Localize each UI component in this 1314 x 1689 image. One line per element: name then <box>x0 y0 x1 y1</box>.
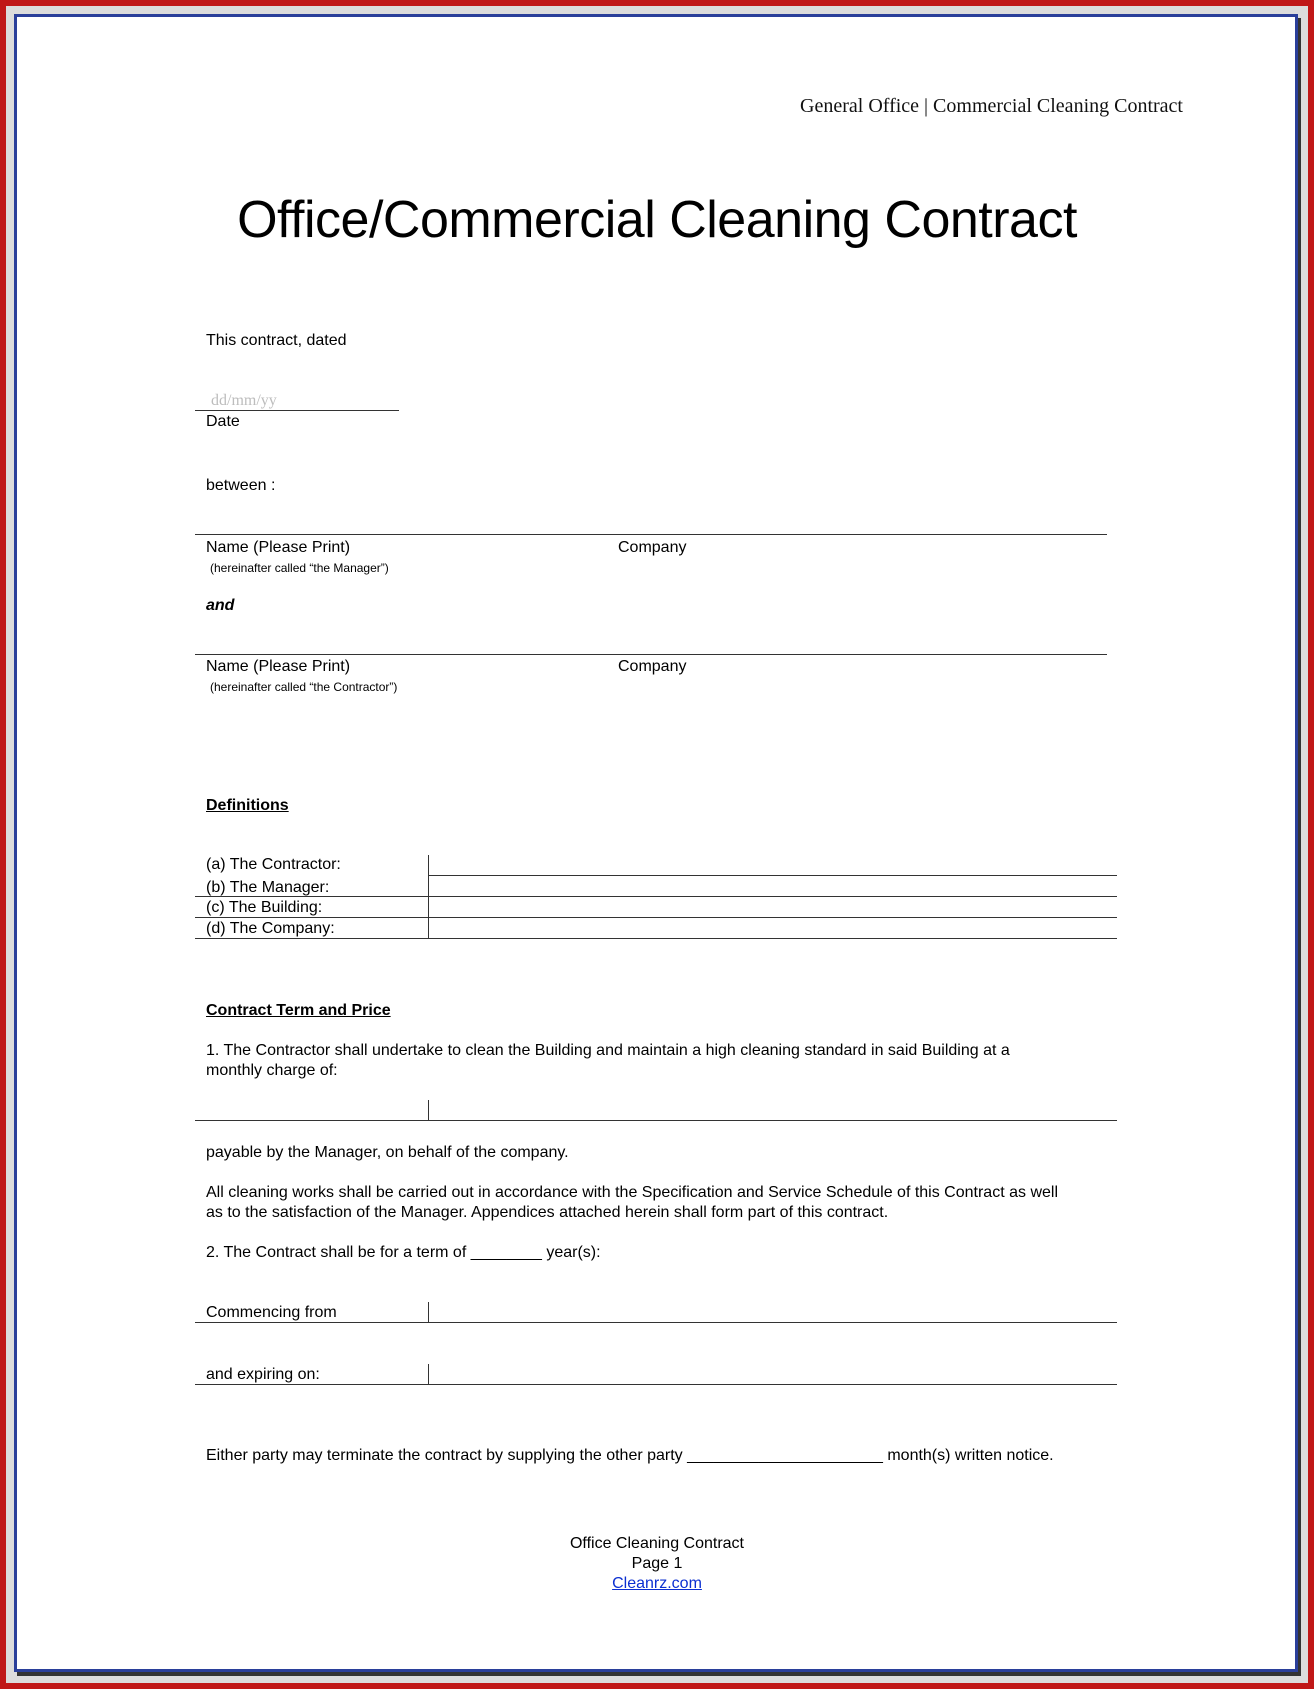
definition-building-line[interactable] <box>195 917 1117 918</box>
expiring-line[interactable] <box>195 1384 1117 1385</box>
party2-note: (hereinafter called “the Contractor”) <box>210 680 398 694</box>
definitions-divider <box>428 855 429 939</box>
commencing-label: Commencing from <box>206 1304 337 1321</box>
party1-signature-line[interactable] <box>195 534 1107 535</box>
clause1-line2: monthly charge of: <box>206 1062 338 1079</box>
definition-company-line[interactable] <box>195 938 1117 939</box>
expiring-divider <box>428 1364 429 1384</box>
party2-name-label: Name (Please Print) <box>206 658 351 675</box>
definition-building: (c) The Building: <box>206 899 323 916</box>
monthly-charge-line[interactable] <box>195 1120 1117 1121</box>
definition-contractor-line[interactable] <box>428 875 1117 876</box>
between-label: between : <box>206 477 276 494</box>
expiring-label: and expiring on: <box>206 1366 320 1383</box>
footer-page-number: Page 1 <box>631 1555 683 1572</box>
clause2-term: 2. The Contract shall be for a term of ________ year(s): <box>206 1244 601 1261</box>
dated-intro: This contract, dated <box>206 332 347 349</box>
payable-text: payable by the Manager, on behalf of the company. <box>206 1144 569 1161</box>
clause1-line1: 1. The Contractor shall undertake to clean the Building and maintain a high cleaning standard in said Building at a <box>206 1042 1010 1059</box>
party1-note: (hereinafter called “the Manager”) <box>210 561 389 575</box>
charge-divider <box>428 1100 429 1120</box>
document-title: Office/Commercial Cleaning Contract <box>237 191 1077 249</box>
footer-title: Office Cleaning Contract <box>569 1535 744 1552</box>
and-label: and <box>206 597 235 614</box>
definition-company: (d) The Company: <box>206 920 335 937</box>
contract-term-heading: Contract Term and Price <box>206 1002 391 1019</box>
definition-manager: (b) The Manager: <box>206 879 330 896</box>
date-placeholder: dd/mm/yy <box>211 392 277 409</box>
party1-name-label: Name (Please Print) <box>206 539 351 556</box>
definition-manager-line[interactable] <box>195 896 1117 897</box>
termination-text: Either party may terminate the contract by supplying the other party ______________________ month(s) written notice. <box>206 1447 1054 1464</box>
definition-contractor: (a) The Contractor: <box>206 856 341 873</box>
commencing-divider <box>428 1302 429 1322</box>
party2-company-label: Company <box>618 658 687 675</box>
date-label: Date <box>206 413 240 430</box>
party1-company-label: Company <box>618 539 687 556</box>
footer-link-wrap <box>0 1575 1314 1593</box>
works-line2: as to the satisfaction of the Manager. Appendices attached herein shall form part of this contract. <box>206 1204 889 1221</box>
footer-link[interactable]: Cleanrz.com <box>612 1575 702 1592</box>
date-line[interactable] <box>195 410 399 411</box>
commencing-line[interactable] <box>195 1322 1117 1323</box>
running-header: General Office | Commercial Cleaning Contract <box>800 95 1183 117</box>
definitions-heading: Definitions <box>206 797 289 814</box>
works-line1: All cleaning works shall be carried out in accordance with the Specification and Service Schedule of this Contract as well <box>206 1184 1058 1201</box>
party2-signature-line[interactable] <box>195 654 1107 655</box>
